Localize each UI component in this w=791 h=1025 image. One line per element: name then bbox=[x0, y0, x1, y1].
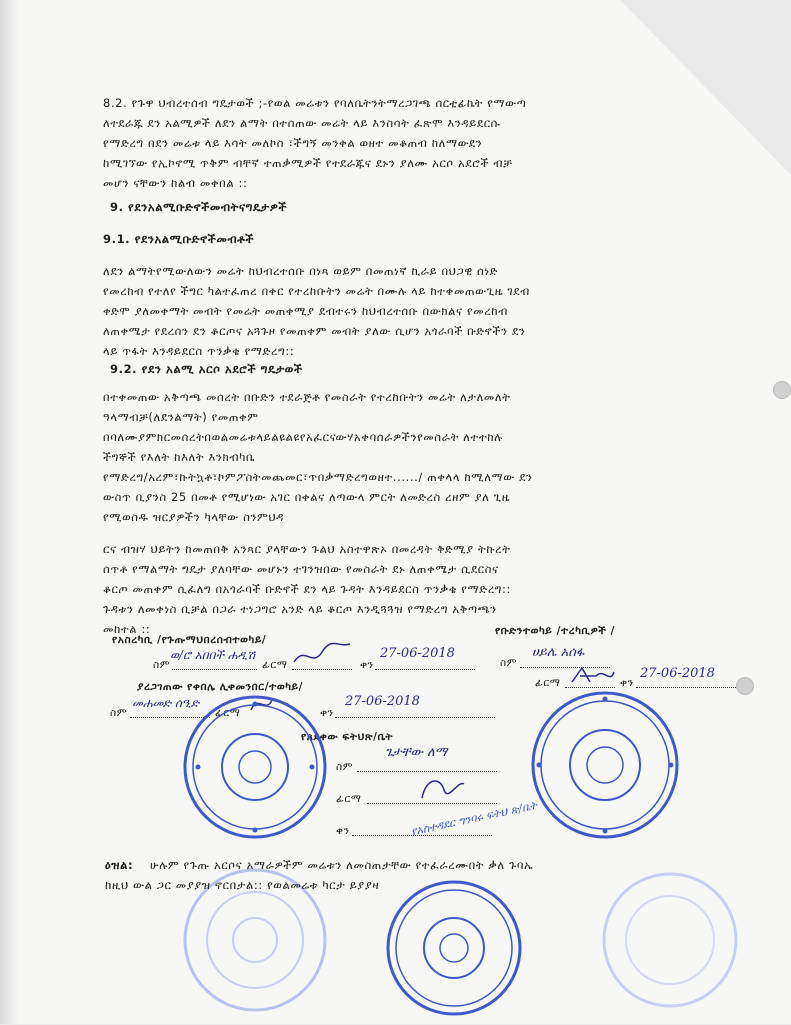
paragraph-line: ርና ብዝሃ ህይትን ከመጠበቅ አንጻር ያላቸውን ጉልህ አስተዋጽኦ በመረዳት ቅድሚያ ትኩረት bbox=[103, 542, 511, 556]
name-label: ስም bbox=[336, 761, 354, 773]
official-stamp bbox=[178, 690, 333, 845]
handwritten-name: መሐመድ ሰዒድ bbox=[132, 696, 200, 710]
sign-label: ፊርማ bbox=[215, 707, 241, 719]
faint-stamp bbox=[590, 860, 750, 1020]
date-label: ቀን bbox=[620, 677, 634, 689]
section-8-2-heading: 8.2. የጉዋ ህብረተሰብ ግዴታወች ;-የወል መሬቱን የባለቤትንትማረጋገጫ ሰርቲፊኬት የማውጣ bbox=[103, 96, 527, 110]
punch-hole bbox=[736, 677, 754, 695]
handwritten-date: 27-06-2018 bbox=[640, 666, 715, 681]
section-9-2-line: የማድረግ/አረም፣ኩትኳቶ፣ኮምፖስትመጨመር፣ጥበቃማድረግወዘተ....../ ጠቀላላ ከሚለማው ደን bbox=[103, 470, 533, 484]
handwritten-date: 27-06-2018 bbox=[380, 646, 455, 661]
section-9-2-line: ዓላማብቻ(ለደንልማት) የመጠቀም bbox=[103, 410, 259, 424]
approver-label: ያረጋገጠው የቀበሌ ሊቀመንበር/ተወካይ/ bbox=[137, 681, 304, 693]
handwritten-name: ወ/ሮ አበበች ሐዲሽ bbox=[170, 648, 256, 662]
official-stamp bbox=[382, 870, 522, 1024]
date-label: ቀን bbox=[336, 825, 350, 837]
signature-line bbox=[375, 669, 475, 670]
section-9-2-line: ችግኞች የእለት ከእለት እንክብካቤ bbox=[103, 450, 256, 464]
date-label: ቀን bbox=[320, 707, 334, 719]
receiver-label: የቡድንተወካይ /ተረካቢዎች / bbox=[495, 625, 616, 637]
name-label: ስም bbox=[500, 657, 518, 669]
note-line: ሁሉም የጉጡ አርሶና አማራዎችም መሬቱን ለመስጠታቸው የተፈራረሙበት ቃለ ጉባኤ bbox=[150, 858, 534, 872]
note-line: ከዚህ ውል ጋር መያያዝ ኖርበታል:: የወልመሬቱ ካርታ ይያያዛ bbox=[105, 878, 380, 892]
signature-line bbox=[172, 669, 257, 670]
sign-label: ፊርማ bbox=[262, 659, 288, 671]
section-9-2-line: ውስጥ ቢያንስ 25 በመቶ የሚሆነው አገር በቀልና ለጣውላ ምርት ለመድረስ ረዘም ያለ ጊዜ bbox=[103, 490, 511, 504]
handwritten-signature bbox=[418, 772, 468, 804]
section-9-1-line: ለጠቀሜታ የደረሰን ደን ቆርጦና አጓጉዞ የመጠቀም መብት ያለው ሲሆን አጎራባች ቡድኖችን ደን bbox=[103, 324, 526, 338]
punch-hole bbox=[773, 381, 791, 399]
section-8-2-line: መሆን ናቸውን ከልብ መቀበል :: bbox=[103, 176, 248, 190]
handwritten-name: ጌታቸው ለማ bbox=[385, 745, 448, 760]
section-9-2-line: በባለሙያምክርመሰረትበወልመሬቱላይልዩልዩየአፈርናውሃአቀባሰራዎችንየመስራት ለተተከሉ bbox=[103, 430, 503, 444]
section-9-title: 9. የደንአልሚቡድኖችመብትናግዴታዎች bbox=[110, 200, 288, 214]
paragraph-line: ሰጥቶ የማልማት ግዴታ ያለባቸው መሆኑን ተገንዝበው የመስራት ደኑ ለጠቀሜታ ሲደርስና bbox=[103, 562, 499, 576]
date-label: ቀን bbox=[360, 659, 374, 671]
page-edge bbox=[0, 0, 18, 1024]
paragraph-line: መከተል :: bbox=[103, 622, 151, 636]
name-label: ስም bbox=[153, 659, 171, 671]
note-label: ዕዝል: bbox=[105, 858, 134, 872]
section-8-2-line: ከሚገኘው የኢኮኖሚ ጥቅም ብቸኛ ተጠቃሚዎች የተደራጁና ደኑን ያለሙ አርሶ አደሮች ብቻ bbox=[103, 156, 513, 170]
section-9-1-title: 9.1. የደንአልሚቡድኖችመብቶች bbox=[103, 232, 255, 246]
handover-label: የአስረካቢ /የጉጡማህበረሰብተወካይ/ bbox=[112, 634, 267, 646]
sign-label: ፊርማ bbox=[535, 677, 561, 689]
signature-line bbox=[335, 717, 495, 718]
section-9-2-line: በተቀመጠው አቅጣጫ መሰረት በቡድን ተደራጅቶ የመስራት የተረከቡትን መሬት ለታለመለት bbox=[103, 390, 511, 404]
handwritten-name: ሀይሌ አሰፋ bbox=[532, 645, 585, 660]
section-9-1-line: ለደን ልማትየሚውለውን መሬት ከህብረተሰቡ በነጻ ወይም በመጠነኛ ኪራይ በህጋዊ ሰነድ bbox=[103, 264, 499, 278]
section-8-2-line: የማድረግ በደን መሬቱ ላይ እሳት መለኮስ ፣ችግኝ መንቀል ወዘተ መቆጠብ ከለማውደን bbox=[103, 136, 483, 150]
witness-label: የጸደቀው ፍትህጽ/ቤት bbox=[301, 731, 394, 743]
section-8-2-line: ለተደራጁ ደን አልሚዎች ለደን ልማት በተሰጠው መሬት ላይ እንስሳት ፈጽሞ እንዳይደርሱ bbox=[103, 116, 501, 130]
handwritten-signature bbox=[290, 640, 355, 670]
seal-inscription: የአስተዳደር ግንባሩ ፍትህ ጽ/ቤት bbox=[409, 798, 539, 839]
paragraph-line: ቆርጦ መጠቀም ሲፈለግ በአጎራባች ቡድኖች ደን ላይ ጉዳት እንዳይደርስ ጥንቃቄ የማድረግ:: bbox=[103, 582, 511, 596]
section-9-1-line: ቀድሞ ያለመቀማት መብት የመሬት መጠቀሚያ ደብተሩን ከህብረተሰቡ በውክልና የመረከብ bbox=[103, 304, 508, 318]
handwritten-date: 27-06-2018 bbox=[345, 694, 420, 709]
section-9-2-line: የሚወስዱ ዝርያዎችን ካላቸው ስንምህዳ bbox=[103, 510, 285, 524]
section-9-1-line: የመረከብ የተለየ ችግር ካልተፈጠረ በቀር የተረከቡትን መሬት በሙሉ ላይ ከተቀመጠውጊዜ ገደብ bbox=[103, 284, 530, 298]
sign-label: ፊርማ bbox=[336, 793, 362, 805]
paragraph-line: ጉዳቱን ለመቀነስ ቢቻል በጋራ ተነጋግሮ አንድ ላይ ቆርጦ እንዲጓጓዝ የማድረግ አቅጣጫን bbox=[103, 602, 497, 616]
section-9-1-line: ላይ ጥፋት እንዳይደርስ ጥንቃቄ የማድረግ:: bbox=[103, 344, 295, 358]
official-stamp bbox=[525, 685, 685, 845]
section-9-2-title: 9.2. የደን አልሚ አርሶ አደሮች ግዴታወች bbox=[110, 362, 303, 376]
name-label: ስም bbox=[110, 707, 128, 719]
